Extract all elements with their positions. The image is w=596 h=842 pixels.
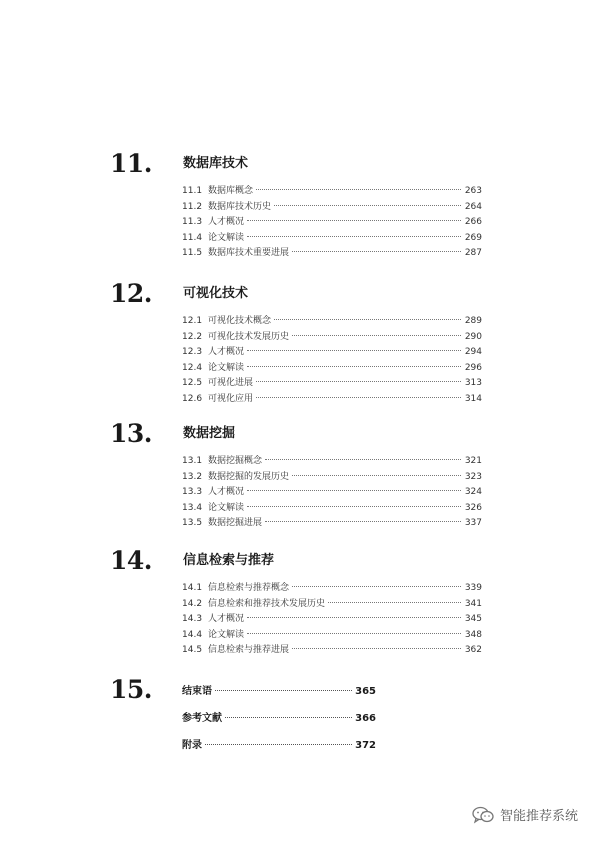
- toc-entry[interactable]: [182, 392, 482, 408]
- page-number: 287: [464, 248, 482, 258]
- page-number: 362: [464, 645, 482, 655]
- page-number: 341: [464, 598, 482, 609]
- section-number: 12.1: [182, 316, 203, 326]
- section-title: 人才概况: [208, 347, 245, 357]
- toc-entry[interactable]: [182, 597, 482, 613]
- section-number: 13.3: [182, 487, 203, 497]
- leader-dots: [256, 189, 461, 190]
- chapter-11: [110, 149, 482, 258]
- chapter-title: 数据库技术: [183, 156, 249, 171]
- leader-dots: [292, 251, 461, 252]
- leader-dots: [247, 366, 461, 367]
- section-title: 信息检索和推荐技术发展历史: [208, 598, 326, 609]
- page-number: 339: [464, 583, 482, 593]
- section-title: 附录: [182, 740, 202, 751]
- section-title: 数据库概念: [208, 186, 254, 196]
- chapter-title: 可视化技术: [183, 286, 249, 301]
- toc-entry[interactable]: [182, 184, 482, 200]
- page-number: 348: [464, 629, 482, 640]
- leader-dots: [328, 602, 461, 603]
- toc-entry[interactable]: [182, 470, 482, 486]
- page-number: 290: [464, 331, 482, 342]
- toc-entry[interactable]: [182, 516, 482, 532]
- toc-entry[interactable]: [182, 345, 482, 361]
- page-number: 323: [464, 471, 482, 482]
- watermark: [472, 805, 578, 824]
- leader-dots: [225, 717, 352, 718]
- leader-dots: [205, 744, 352, 745]
- section-title: 参考文献: [182, 713, 222, 724]
- chapter-number: 14.: [110, 546, 152, 575]
- page-number: 324: [464, 487, 482, 497]
- back-matter-list: [182, 684, 376, 765]
- section-number: 11.4: [182, 232, 203, 243]
- section-title: 人才概况: [208, 614, 245, 624]
- page-number: 296: [464, 362, 482, 373]
- section-number: 11.1: [182, 186, 203, 196]
- section-number: 13.4: [182, 502, 203, 513]
- leader-dots: [292, 475, 461, 476]
- leader-dots: [292, 586, 461, 587]
- chapter-13: [110, 419, 482, 528]
- section-title: 数据挖掘的发展历史: [208, 471, 290, 482]
- leader-dots: [247, 506, 461, 507]
- page-number: 321: [464, 456, 482, 466]
- page-number: 372: [355, 740, 376, 751]
- leader-dots: [265, 459, 461, 460]
- section-title: 论文解读: [208, 502, 245, 513]
- section-number: 12.5: [182, 378, 203, 388]
- section-title: 信息检索与推荐进展: [208, 645, 290, 655]
- section-number: 14.5: [182, 645, 203, 655]
- page-number: 314: [464, 393, 482, 404]
- toc-entry[interactable]: [182, 581, 482, 597]
- chapter-number: 15.: [110, 675, 152, 704]
- toc-entry[interactable]: [182, 231, 482, 247]
- toc-entry[interactable]: [182, 215, 482, 231]
- page-number: 313: [464, 378, 482, 388]
- section-title: 论文解读: [208, 362, 245, 373]
- toc-entry[interactable]: [182, 246, 482, 262]
- section-number: 14.2: [182, 598, 203, 609]
- page-number: 366: [355, 713, 376, 724]
- leader-dots: [256, 381, 461, 382]
- leader-dots: [274, 205, 461, 206]
- chapter-14: [110, 546, 482, 655]
- page-number: 264: [464, 201, 482, 212]
- section-title: 数据挖掘概念: [208, 456, 263, 466]
- section-title: 可视化技术概念: [208, 316, 272, 326]
- watermark-text: 智能推荐系统: [499, 809, 578, 824]
- toc-entry[interactable]: [182, 361, 482, 377]
- toc-entry[interactable]: [182, 485, 482, 501]
- section-number: 11.5: [182, 248, 203, 258]
- leader-dots: [247, 220, 461, 221]
- page-number: 337: [464, 518, 482, 528]
- section-title: 数据库技术历史: [208, 201, 272, 212]
- section-title: 人才概况: [208, 487, 245, 497]
- leader-dots: [256, 397, 461, 398]
- section-title: 数据挖掘进展: [208, 518, 263, 528]
- wechat-icon: [472, 806, 494, 824]
- toc-entry[interactable]: [182, 628, 482, 644]
- toc-entry[interactable]: [182, 612, 482, 628]
- leader-dots: [292, 648, 461, 649]
- leader-dots: [274, 319, 461, 320]
- chapter-number: 12.: [110, 279, 152, 308]
- page-number: 266: [464, 217, 482, 227]
- section-title: 结束语: [182, 686, 212, 697]
- toc-entry[interactable]: [182, 376, 482, 392]
- section-number: 14.3: [182, 614, 203, 624]
- section-number: 11.2: [182, 201, 203, 212]
- page-number: 326: [464, 502, 482, 513]
- section-title: 可视化进展: [208, 378, 254, 388]
- chapter-15: [110, 676, 152, 704]
- toc-entry[interactable]: [182, 330, 482, 346]
- chapter-number: 11.: [110, 149, 152, 178]
- section-number: 14.4: [182, 629, 203, 640]
- section-title: 可视化技术发展历史: [208, 331, 290, 342]
- leader-dots: [247, 617, 461, 618]
- leader-dots: [247, 490, 461, 491]
- section-title: 人才概况: [208, 217, 245, 227]
- leader-dots: [265, 521, 461, 522]
- leader-dots: [247, 633, 461, 634]
- section-title: 论文解读: [208, 232, 245, 243]
- toc-entry[interactable]: [182, 684, 376, 711]
- section-number: 13.1: [182, 456, 203, 466]
- page-number: 345: [464, 614, 482, 624]
- page-number: 294: [464, 347, 482, 357]
- page-number: 269: [464, 232, 482, 243]
- section-number: 14.1: [182, 583, 203, 593]
- toc-entry[interactable]: [182, 738, 376, 765]
- toc-entry[interactable]: [182, 711, 376, 738]
- leader-dots: [247, 350, 461, 351]
- page-number: 365: [355, 686, 376, 697]
- section-number: 11.3: [182, 217, 203, 227]
- leader-dots: [215, 690, 352, 691]
- chapter-title: 数据挖掘: [183, 426, 236, 441]
- leader-dots: [247, 236, 461, 237]
- page-number: 289: [464, 316, 482, 326]
- section-title: 数据库技术重要进展: [208, 248, 290, 258]
- section-number: 12.4: [182, 362, 203, 373]
- toc-entry[interactable]: [182, 643, 482, 659]
- toc-entry[interactable]: [182, 200, 482, 216]
- section-number: 13.2: [182, 471, 203, 482]
- section-title: 论文解读: [208, 629, 245, 640]
- section-title: 信息检索与推荐概念: [208, 583, 290, 593]
- toc-entry[interactable]: [182, 501, 482, 517]
- page-number: 263: [464, 186, 482, 196]
- section-number: 12.6: [182, 393, 203, 404]
- chapter-title: 信息检索与推荐: [183, 553, 275, 568]
- leader-dots: [292, 335, 461, 336]
- section-number: 12.3: [182, 347, 203, 357]
- chapter-number: 13.: [110, 419, 152, 448]
- section-number: 13.5: [182, 518, 203, 528]
- section-number: 12.2: [182, 331, 203, 342]
- section-title: 可视化应用: [208, 393, 254, 404]
- toc-entry[interactable]: [182, 454, 482, 470]
- chapter-12: [110, 279, 482, 404]
- toc-entry[interactable]: [182, 314, 482, 330]
